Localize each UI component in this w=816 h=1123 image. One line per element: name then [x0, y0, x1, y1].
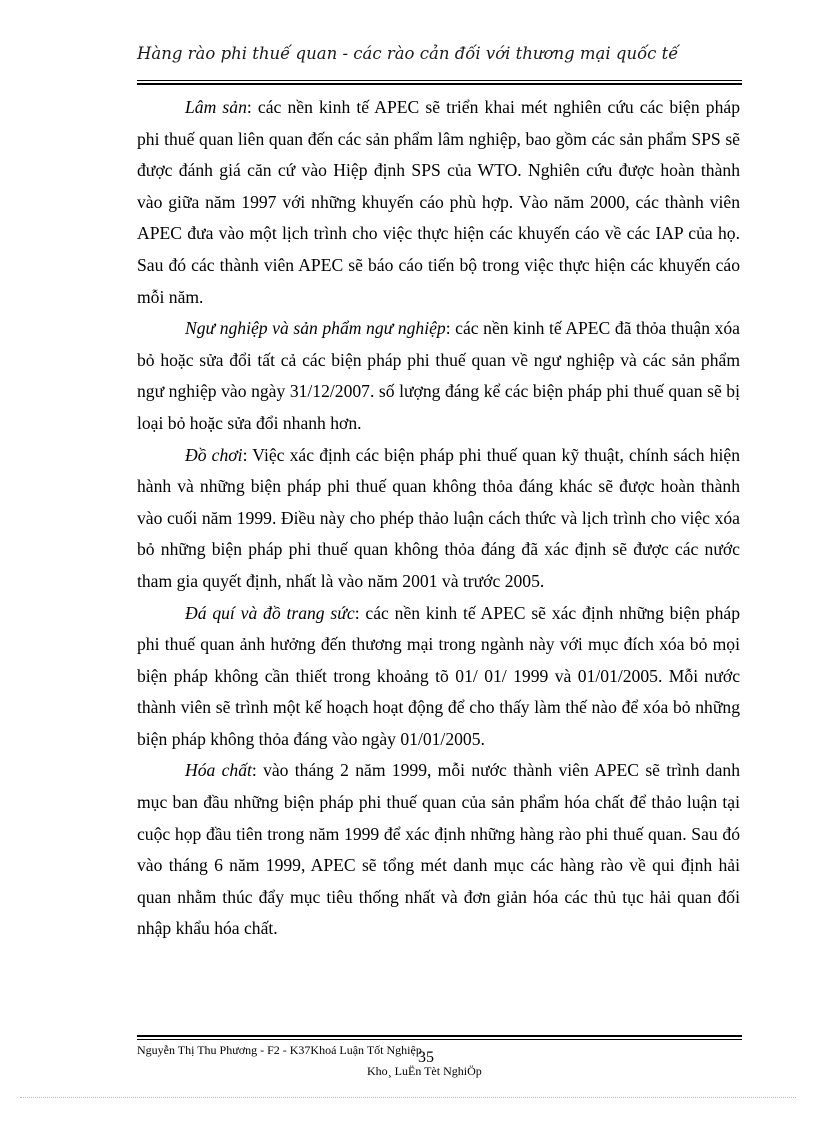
page-boundary-divider — [20, 1097, 796, 1098]
footer-author-line: Nguyễn Thị Thu Phương - F2 - K37Khoá Luận Tốt Nghiệp — [137, 1043, 422, 1057]
paragraph-text: : các nền kinh tế APEC sẽ xác định những biện pháp phi thuế quan ảnh hưởng đến thương mại trong ngành này với mục đích xóa bỏ mọi biện pháp không cần thiết trong khoảng tõ 01/ 01/ 1999 và 01/01/2005. Mỗi nước thành viên sẽ trình một kế hoạch hoạt động để cho thấy làm thế nào để xóa bỏ những biện pháp không thỏa đáng vào ngày 01/01/2005. — [137, 602, 741, 749]
paragraph-lead: Đá quí và đồ trang sức — [185, 602, 355, 623]
paragraph-do-choi — [137, 440, 740, 598]
page-number: 35 — [418, 1049, 434, 1066]
header-rule-thin — [137, 80, 742, 81]
footer-sub-line: Kho¸ LuËn Tèt NghiÖp — [367, 1064, 482, 1078]
paragraph-lead: Đồ chơi — [185, 444, 243, 465]
paragraph-da-qui — [137, 598, 740, 756]
paragraph-lead: Ngư nghiệp và sản phẩm ngư nghiệp — [185, 318, 446, 339]
paragraph-text: : các nền kinh tế APEC sẽ triển khai mét nghiên cứu các biện pháp phi thuế quan liên quan đến các sản phẩm lâm nghiệp, bao gồm các sản phẩm SPS sẽ được đánh giá căn cứ vào Hiệp định SPS của WTO. Nghiên cứu được hoàn thành vào giữa năm 1997 với những khuyến cáo phù hợp. Vào năm 2000, các thành viên APEC đưa vào một lịch trình cho việc thực hiện các khuyến cáo về các IAP của họ. Sau đó các thành viên APEC sẽ báo cáo tiến bộ trong việc thực hiện các khuyến cáo mỗi năm. — [137, 97, 740, 307]
paragraph-hoa-chat — [137, 755, 740, 945]
header-rule-thick — [137, 83, 742, 85]
footer-rule-thin — [137, 1039, 742, 1040]
paragraph-lead: Lâm sản — [185, 97, 247, 117]
paragraph-lead: Hóa chất — [185, 760, 252, 781]
paragraph-lam-san — [137, 92, 740, 313]
footer-rule-thick — [137, 1035, 742, 1037]
paragraph-ngu-nghiep — [137, 313, 740, 439]
paragraph-text: : Việc xác định các biện pháp phi thuế quan kỹ thuật, chính sách hiện hành và những biện pháp phi thuế quan không thỏa đáng khác sẽ được hoàn thành vào cuối năm 1999. Điều này cho phép thảo luận cách thức và lịch trình cho việc xóa bỏ những biện pháp phi thuế quan không thỏa đáng đã xác định sẽ được các nước tham gia quyết định, nhất là vào năm 2001 và trước 2005. — [137, 444, 740, 591]
header-title: Hàng rào phi thuế quan - các rào cản đối với thương mại quốc tế — [137, 44, 679, 63]
body-text — [137, 92, 740, 945]
paragraph-text: : các nền kinh tế APEC đã thỏa thuận xóa bỏ hoặc sửa đổi tất cả các biện pháp phi thuế quan về ngư nghiệp và các sản phẩm ngư nghiệp vào ngày 31/12/2007. số lượng đáng kể các biện pháp phi thuế quan sẽ bị loại bỏ hoặc sửa đổi nhanh hơn. — [137, 318, 740, 433]
paragraph-text: : vào tháng 2 năm 1999, mỗi nước thành viên APEC sẽ trình danh mục ban đầu những biện pháp phi thuế quan của sản phẩm hóa chất để thảo luận tại cuộc họp đầu tiên trong năm 1999 để xác định những hàng rào phi thuế quan. Sau đó vào tháng 6 năm 1999, APEC sẽ tổng mét danh mục các hàng rào về qui định hải quan nhằm thúc đẩy mục tiêu thống nhất và đơn giản hóa các thủ tục hải quan đối nhập khẩu hóa chất. — [137, 760, 740, 939]
